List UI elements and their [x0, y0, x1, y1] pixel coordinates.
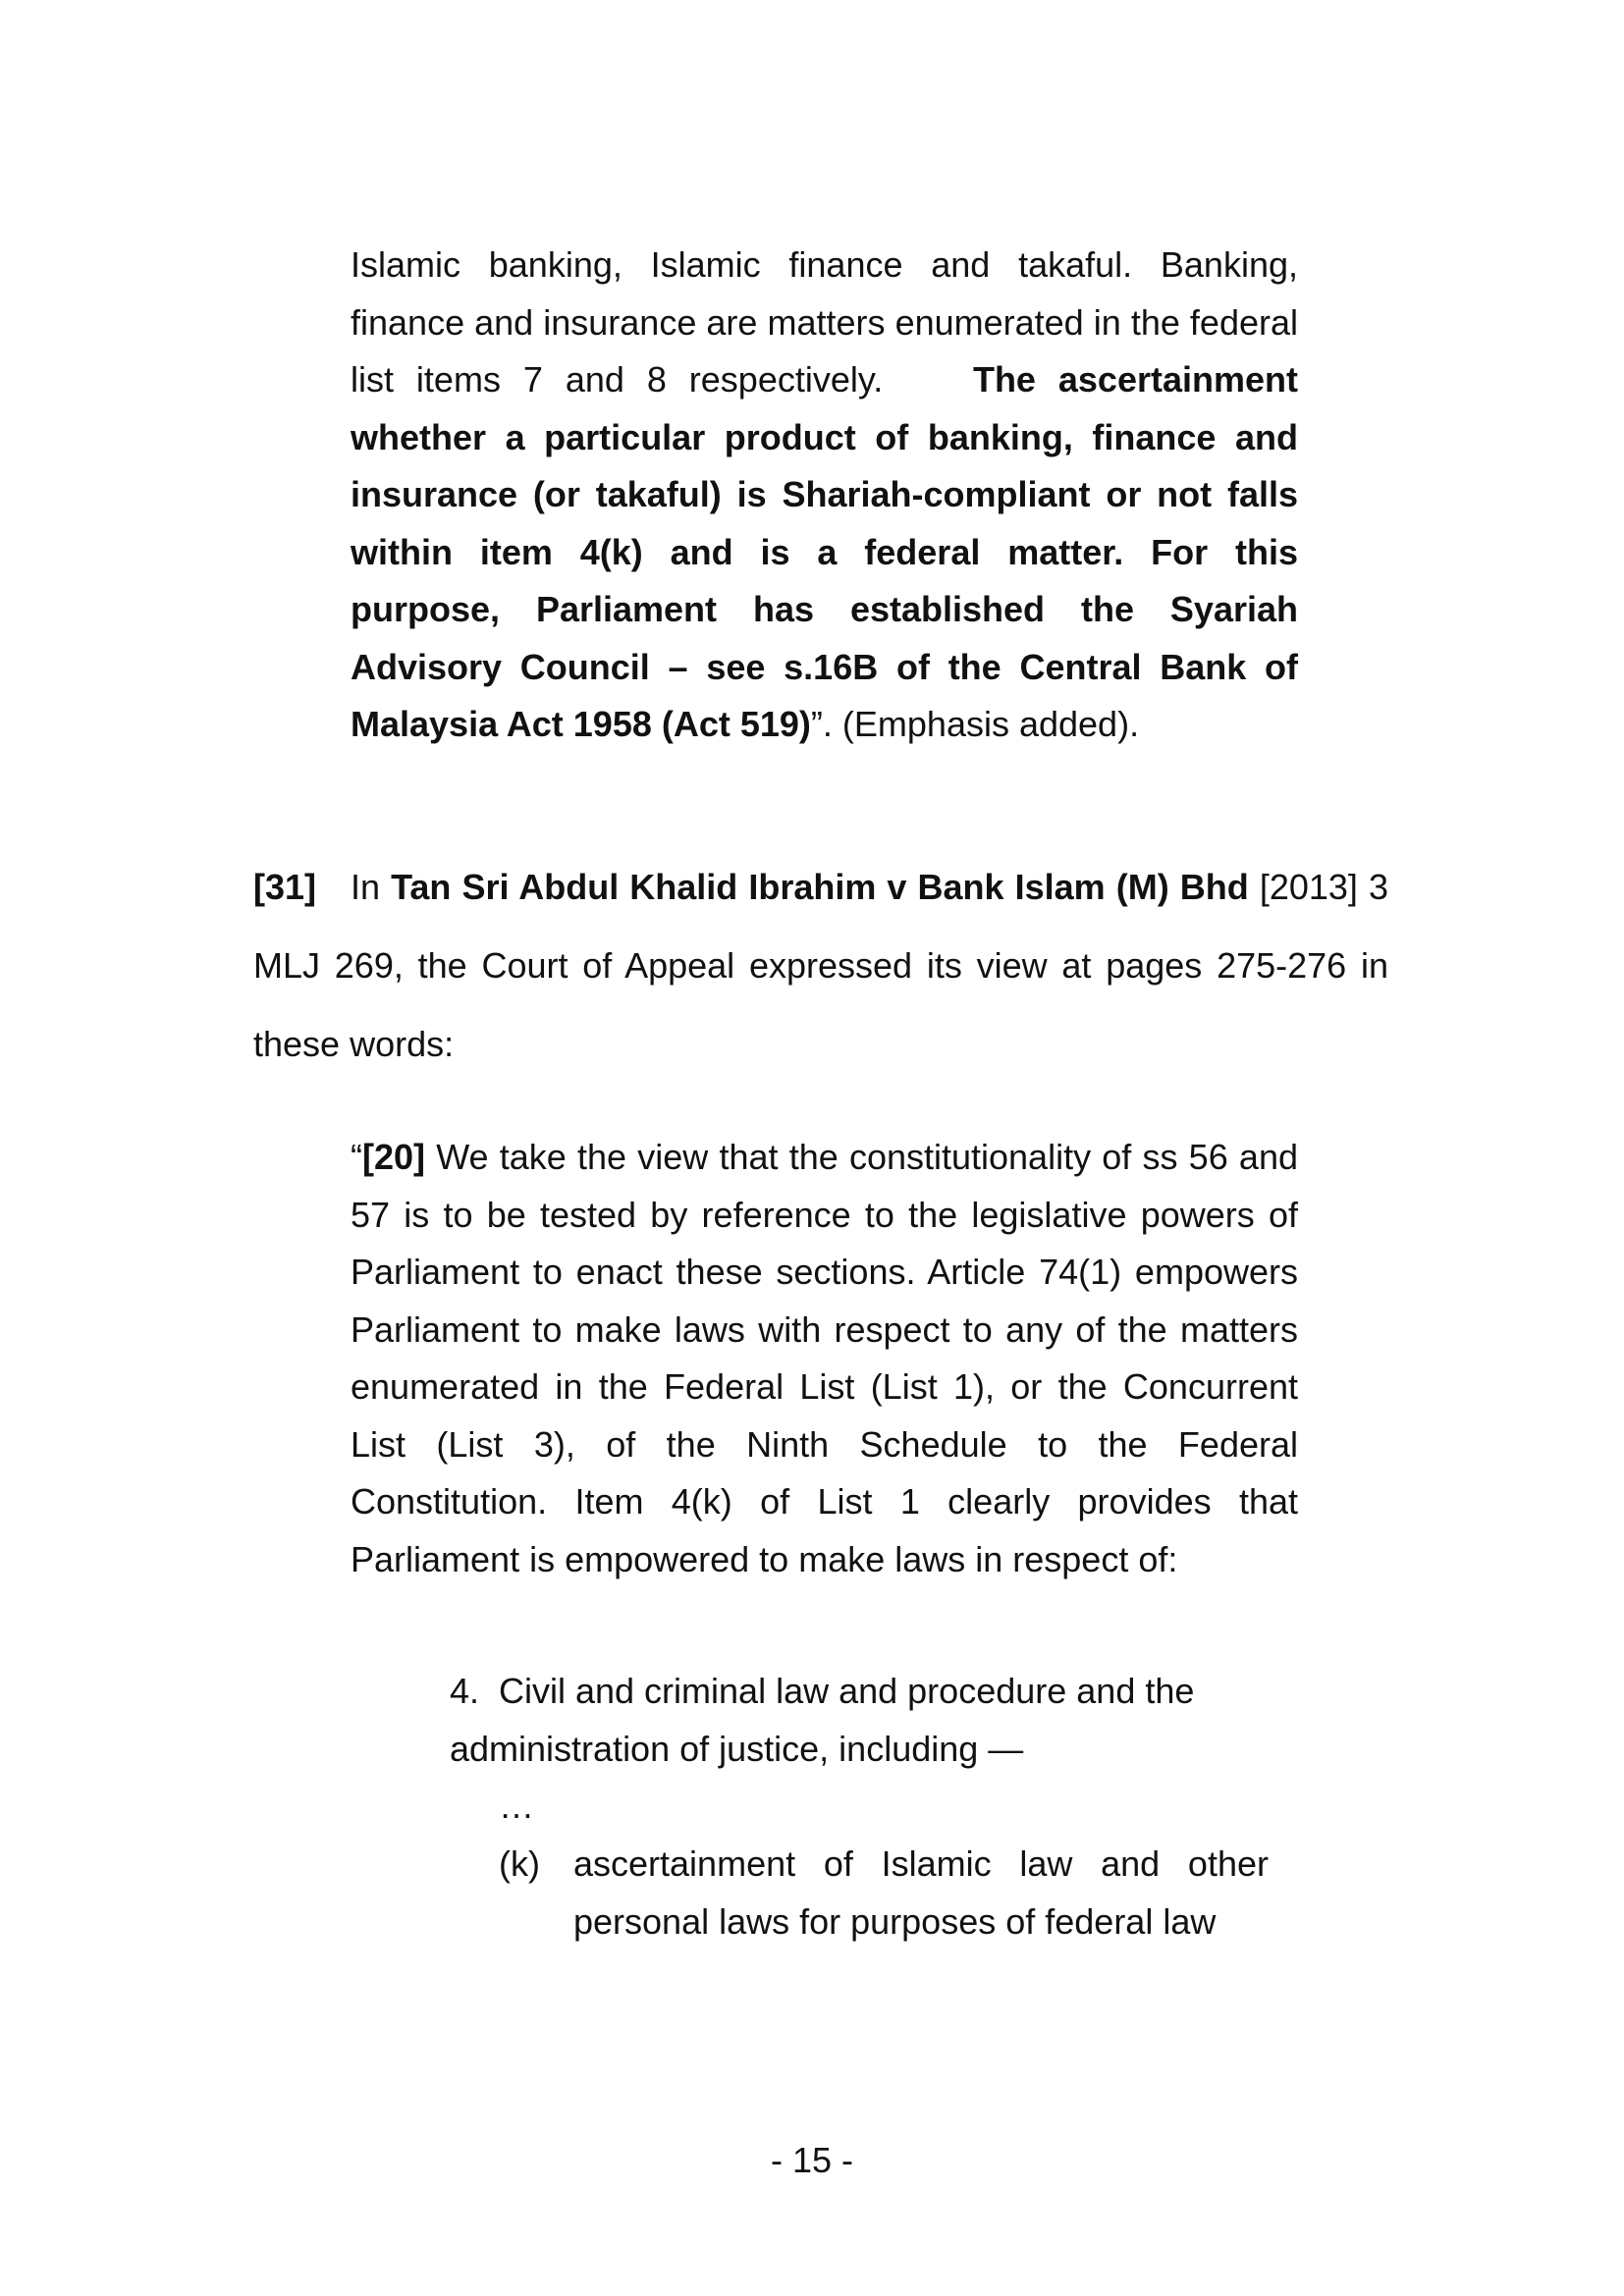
paragraph-31 — [253, 848, 1388, 1084]
sub-item-label: (k) — [499, 1843, 540, 1884]
sub-item-text: ascertainment of Islamic law and other personal laws for purposes of federal law — [573, 1843, 1269, 1942]
quote-closing: ”. (Emphasis added). — [810, 704, 1140, 744]
case-name: Tan Sri Abdul Khalid Ibrahim v Bank Islam (M) Bhd — [391, 867, 1249, 907]
quote-emphasis: The ascertainment whether a particular product of banking, finance and insurance (or takaful) is Shariah-compliant or not falls within item 4(k) and is a federal matter. For this purpose, Parliament has established the Syariah Advisory Council – see s.16B of the Central Bank of Malaysia Act 1958 (Act 519) — [351, 359, 1298, 744]
open-quote: “ — [351, 1137, 362, 1177]
omission-ellipsis: … — [499, 1786, 534, 1826]
quote-text: We take the view that the constitutionality of ss 56 and 57 is to be tested by reference to the legislative powers of Parliament to enact these sections. Article 74(1) empowers Parliament to make laws with respect to any of the matters enumerated in the Federal List (List 1), or the Concurrent List (List 3), of the Ninth Schedule to the Federal Constitution. Item 4(k) of List 1 clearly provides that Parliament is empowered to make laws in respect of: — [351, 1137, 1298, 1579]
list-text: Civil and criminal law and procedure and the administration of justice, including — — [450, 1671, 1195, 1769]
paragraph-text: [2013] 3 MLJ 269, the Court of Appeal expressed its view at pages 275-276 in these words: — [253, 867, 1388, 1064]
paragraph-lead: In — [351, 867, 392, 907]
quote-paragraph-number: [20] — [362, 1137, 426, 1177]
page-number: - 15 - — [770, 2140, 854, 2180]
quoted-passage-continued — [351, 237, 1298, 754]
quoted-passage-20 — [351, 1129, 1298, 1588]
list-item-4 — [450, 1663, 1269, 1778]
quote-text: Islamic banking, Islamic finance and takaful. Banking, finance and insurance are matters enumerated in the federal list items 7 and 8 respectively. — [351, 244, 1298, 400]
paragraph-number: [31] — [253, 867, 317, 907]
list-number: 4. — [450, 1671, 480, 1711]
